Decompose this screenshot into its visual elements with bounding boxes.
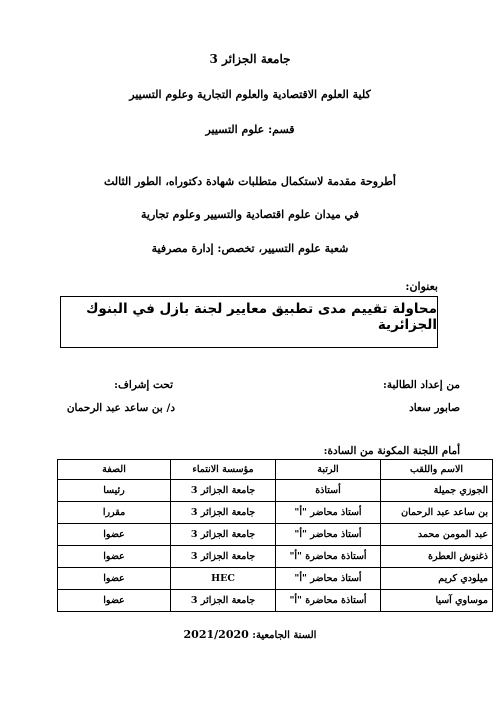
member-name: عبد المومن محمد bbox=[381, 524, 493, 546]
member-role: عضوا bbox=[58, 546, 171, 568]
committee-table bbox=[57, 459, 493, 612]
header-institution: مؤسسة الانتماء bbox=[171, 460, 276, 480]
faculty-name: كلية العلوم الاقتصادية والعلوم التجارية وعلوم التسيير bbox=[129, 88, 371, 101]
student-name: صابور سعاد bbox=[409, 402, 460, 414]
department-name: قسم: علوم التسيير bbox=[205, 123, 295, 136]
prepared-by-label: من إعداد الطالبة: bbox=[382, 379, 460, 391]
member-role: عضوا bbox=[58, 524, 171, 546]
table-row bbox=[58, 524, 493, 546]
thesis-specialization: شعبة علوم التسيير، تخصص: إدارة مصرفية bbox=[151, 242, 349, 255]
member-institution: جامعة الجزائر 3 bbox=[171, 502, 276, 524]
member-name: بن ساعد عبد الرحمان bbox=[381, 502, 493, 524]
member-name: ميلودي كريم bbox=[381, 568, 493, 590]
table-row bbox=[58, 568, 493, 590]
supervisor-label: تحت إشراف: bbox=[114, 379, 173, 391]
header-rank: الرتبة bbox=[276, 460, 381, 480]
table-row bbox=[58, 546, 493, 568]
member-role: مقررا bbox=[58, 502, 171, 524]
title-label: بعنوان: bbox=[405, 280, 438, 293]
supervisor-name: د/ بن ساعد عبد الرحمان bbox=[66, 402, 175, 414]
university-name: جامعة الجزائر 3 bbox=[209, 52, 291, 66]
member-institution: جامعة الجزائر 3 bbox=[171, 590, 276, 612]
member-institution: جامعة الجزائر 3 bbox=[171, 546, 276, 568]
committee-label: أمام اللجنة المكونة من السادة: bbox=[323, 445, 460, 457]
academic-year-value: 2021/2020 bbox=[183, 628, 249, 641]
header-name: الاسم واللقب bbox=[381, 460, 493, 480]
thesis-title: محاولة تقييم مدى تطبيق معايير لجنة بازل في البنوك الجزائرية bbox=[86, 301, 437, 333]
header-role: الصفة bbox=[58, 460, 171, 480]
member-rank: أستاذ محاضر "أ" bbox=[276, 524, 381, 546]
member-role: عضوا bbox=[58, 568, 171, 590]
member-institution: HEC bbox=[171, 568, 276, 590]
table-row bbox=[58, 480, 493, 502]
member-rank: أستاذة محاضرة "أ" bbox=[276, 546, 381, 568]
committee-header-row bbox=[58, 460, 493, 480]
member-role: عضوا bbox=[58, 590, 171, 612]
member-name: ذغنوش العطرة bbox=[381, 546, 493, 568]
table-row bbox=[58, 590, 493, 612]
member-name: الجوزي جميلة bbox=[381, 480, 493, 502]
member-rank: أستاذة محاضرة "أ" bbox=[276, 590, 381, 612]
member-rank: أستاذ محاضر "أ" bbox=[276, 502, 381, 524]
member-institution: جامعة الجزائر 3 bbox=[171, 480, 276, 502]
thesis-description: أطروحة مقدمة لاستكمال متطلبات شهادة دكتوراه، الطور الثالث bbox=[104, 175, 396, 188]
member-role: رئيسا bbox=[58, 480, 171, 502]
member-rank: أستاذة bbox=[276, 480, 381, 502]
member-name: موساوي آسيا bbox=[381, 590, 493, 612]
member-institution: جامعة الجزائر 3 bbox=[171, 524, 276, 546]
academic-year bbox=[0, 628, 500, 641]
thesis-field: في ميدان علوم اقتصادية والتسيير وعلوم تجارية bbox=[141, 208, 359, 221]
title-box bbox=[60, 296, 438, 348]
member-rank: أستاذ محاضر "أ" bbox=[276, 568, 381, 590]
table-row bbox=[58, 502, 493, 524]
academic-year-label: السنة الجامعية: bbox=[252, 630, 317, 641]
